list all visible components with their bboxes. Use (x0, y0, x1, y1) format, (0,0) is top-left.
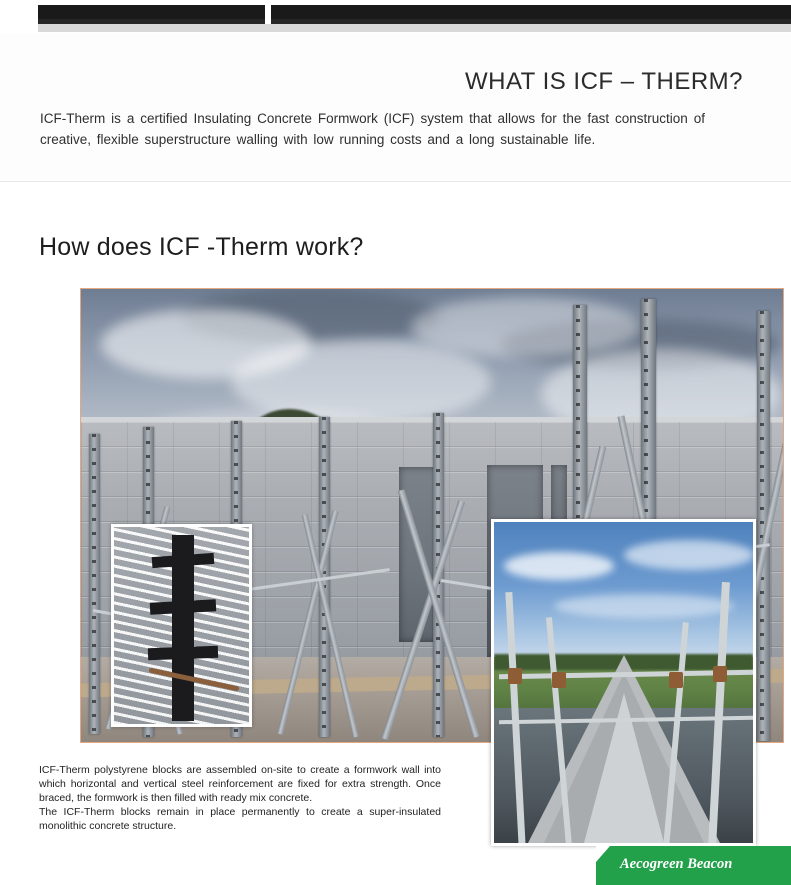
inset-cloud (554, 594, 734, 618)
inset-cloud (504, 552, 614, 580)
plastic-web-tie (148, 646, 218, 660)
section-heading-how-it-works: How does ICF -Therm work? (39, 232, 364, 261)
caption-paragraph-2: The ICF-Therm blocks remain in place permanently to create a super-insulated monolithic concrete structure. (39, 806, 441, 832)
scaffold-coupler (669, 672, 683, 688)
inset-photo-block-detail (111, 524, 252, 727)
photo-cloud (411, 297, 641, 357)
top-middle-notch (265, 0, 271, 24)
scaffold-coupler (713, 666, 727, 682)
photo-caption (39, 763, 441, 833)
caption-paragraph-1: ICF-Therm polystyrene blocks are assembled on-site to create a formwork wall into which horizontal and vertical steel reinforcement are fixed for extra strength. Once braced, the formwork is then filled with ready mix concrete. (39, 764, 441, 804)
wall-top-concrete (584, 693, 664, 843)
top-left-notch (0, 0, 38, 34)
top-grey-bar (30, 24, 791, 32)
page-title: WHAT IS ICF – THERM? (464, 68, 743, 96)
scaffold-coupler (552, 672, 566, 688)
soldier-beam (89, 434, 100, 734)
page-top-decoration (0, 0, 791, 34)
inset-photo-wall-top-walkway (491, 519, 756, 846)
footer-brand-banner (596, 846, 791, 885)
intro-paragraph: ICF-Therm is a certified Insulating Concrete Formwork (ICF) system that allows for the fast construction of creative, flexible superstructure walling with low running costs and a long sustainable life. (40, 110, 705, 147)
top-dark-bar (38, 5, 791, 19)
brand-name: Aecogreen Beacon (620, 856, 733, 872)
scaffold-coupler (508, 668, 522, 684)
section-what-is-icf-therm (0, 34, 791, 182)
inset-cloud (624, 540, 754, 570)
